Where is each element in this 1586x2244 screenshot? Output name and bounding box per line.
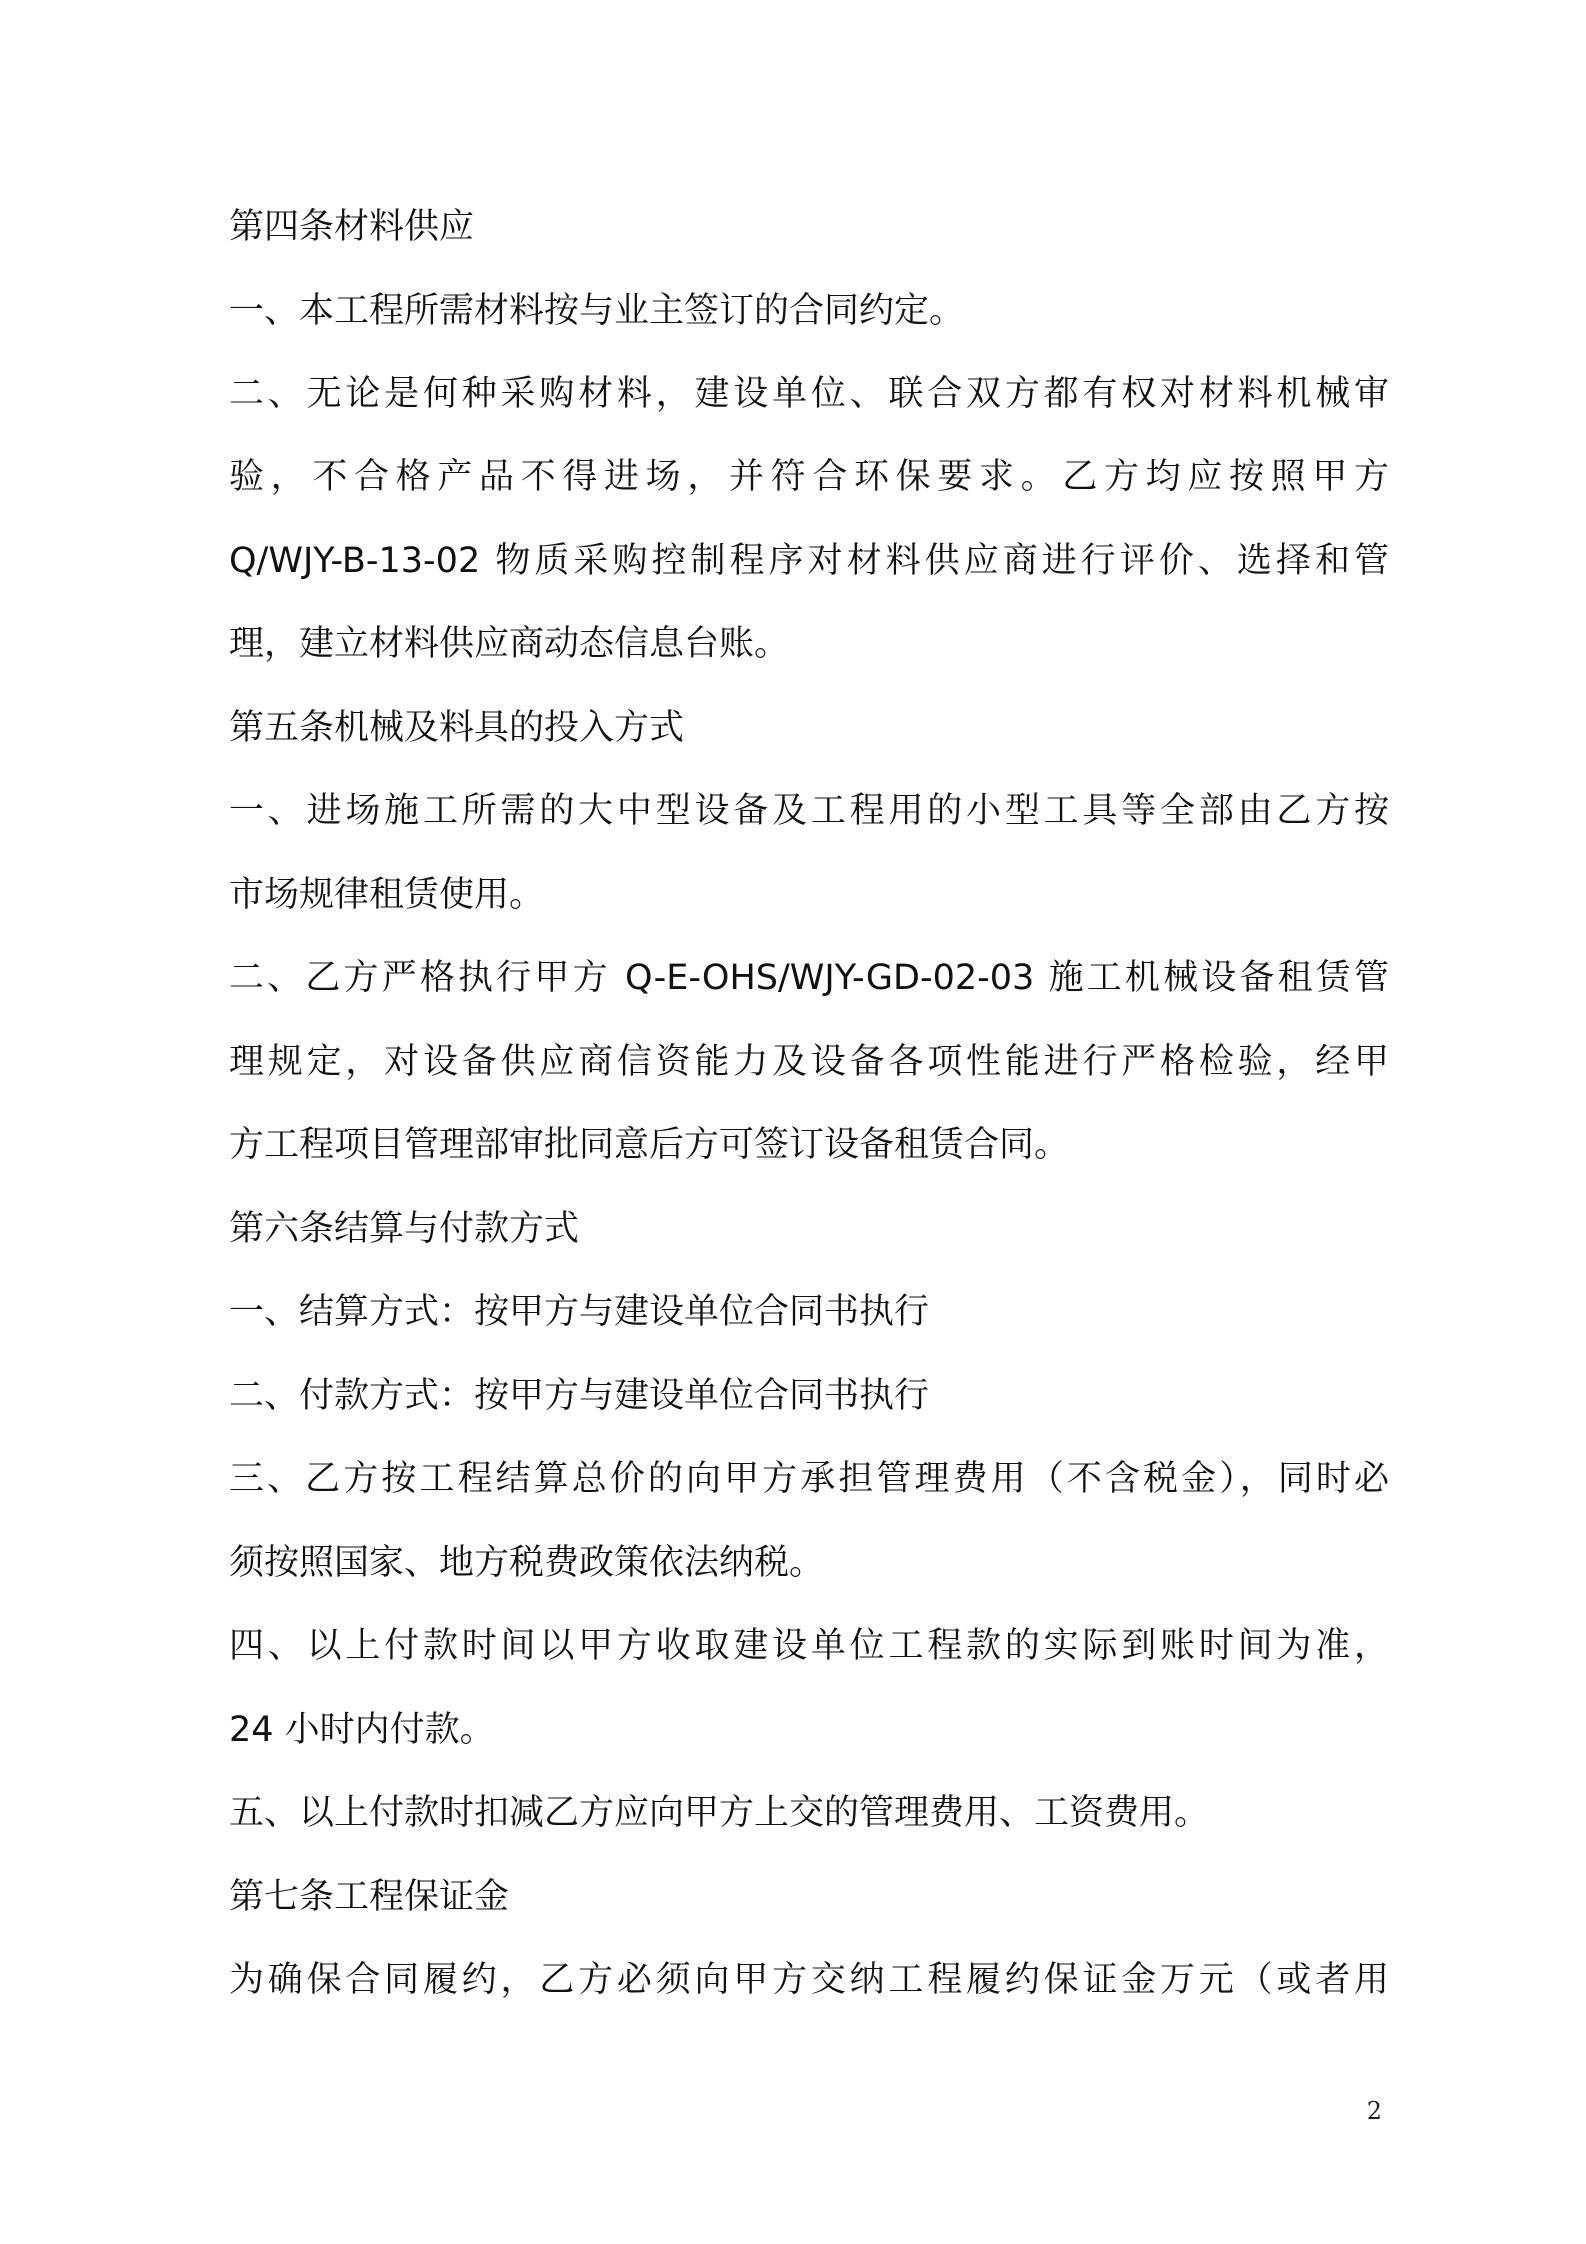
paragraph-line: 理规定，对设备供应商信资能力及设备各项性能进行严格检验，经甲 xyxy=(229,1042,1389,1082)
paragraph-line: 市场规律租赁使用。 xyxy=(229,875,545,915)
section-heading-article-5: 第五条机械及料具的投入方式 xyxy=(229,708,685,748)
paragraph-line: 一、结算方式：按甲方与建设单位合同书执行 xyxy=(229,1292,930,1332)
paragraph-line: 24 小时内付款。 xyxy=(229,1710,495,1750)
paragraph-line: 四、以上付款时间以甲方收取建设单位工程款的实际到账时间为准， xyxy=(229,1626,1389,1666)
section-heading-article-6: 第六条结算与付款方式 xyxy=(229,1209,580,1249)
section-heading-article-4: 第四条材料供应 xyxy=(229,207,475,247)
paragraph-line: 验，不合格产品不得进场，并符合环保要求。乙方均应按照甲方 xyxy=(229,457,1389,497)
paragraph-line: 二、付款方式：按甲方与建设单位合同书执行 xyxy=(229,1376,930,1416)
paragraph-line: 二、乙方严格执行甲方 Q-E-OHS/WJY-GD-02-03 施工机械设备租赁管 xyxy=(229,958,1389,998)
section-heading-article-7: 第七条工程保证金 xyxy=(229,1877,510,1917)
paragraph-line: 二、无论是何种采购材料，建设单位、联合双方都有权对材料机械审 xyxy=(229,374,1389,414)
paragraph-line: Q/WJY-B-13-02 物质采购控制程序对材料供应商进行评价、选择和管 xyxy=(229,541,1389,581)
paragraph-line: 一、本工程所需材料按与业主签订的合同约定。 xyxy=(229,291,965,331)
paragraph-line: 方工程项目管理部审批同意后方可签订设备租赁合同。 xyxy=(229,1125,1070,1165)
paragraph-line: 三、乙方按工程结算总价的向甲方承担管理费用（不含税金），同时必 xyxy=(229,1459,1389,1499)
paragraph-line: 为确保合同履约，乙方必须向甲方交纳工程履约保证金万元（或者用 xyxy=(229,1960,1389,2000)
paragraph-line: 五、以上付款时扣减乙方应向甲方上交的管理费用、工资费用。 xyxy=(229,1793,1210,1833)
paragraph-line: 一、进场施工所需的大中型设备及工程用的小型工具等全部由乙方按 xyxy=(229,791,1389,831)
page-number: 2 xyxy=(1366,2097,1382,2125)
paragraph-line: 理，建立材料供应商动态信息台账。 xyxy=(229,624,790,664)
paragraph-line: 须按照国家、地方税费政策依法纳税。 xyxy=(229,1543,825,1583)
